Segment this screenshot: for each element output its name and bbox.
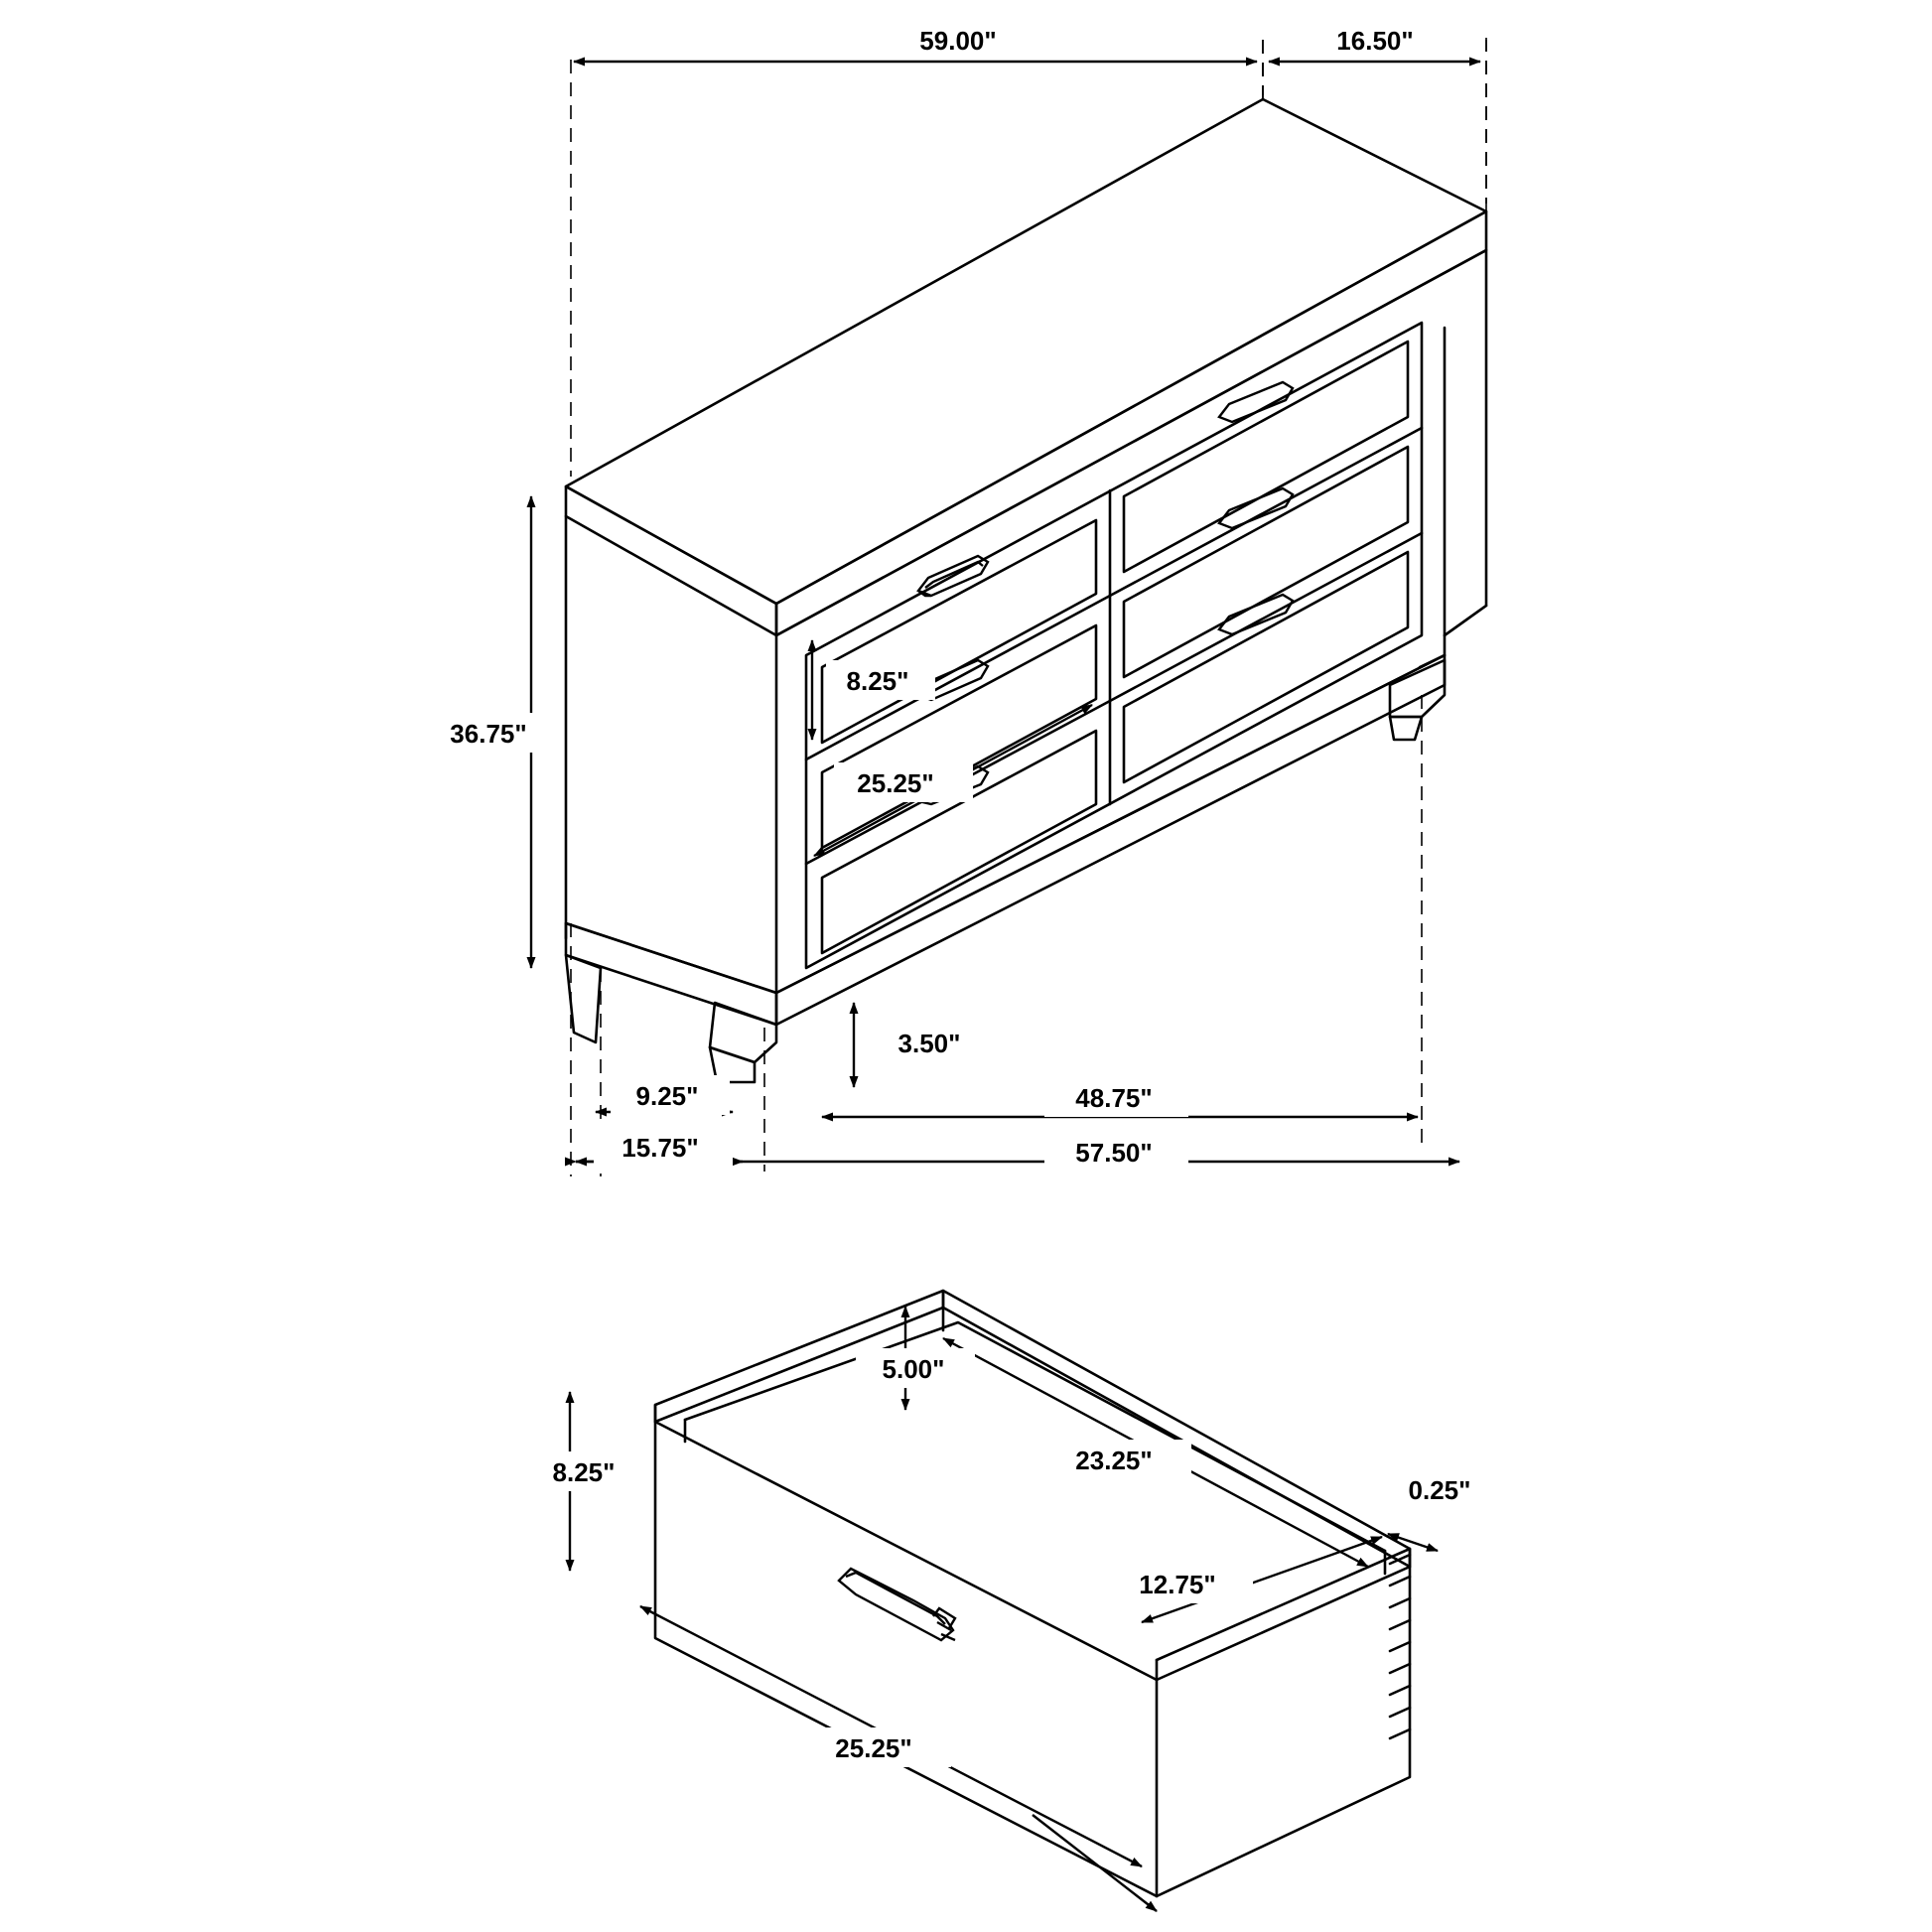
dim-top-width: 59.00" xyxy=(919,26,997,56)
dim-drawer-side-height: 8.25" xyxy=(552,1457,616,1487)
dim-drawer-interior-height: 5.00" xyxy=(882,1354,945,1384)
dim-top-depth: 16.50" xyxy=(1336,26,1414,56)
dim-foot-spread: 9.25" xyxy=(635,1081,699,1111)
dim-drawer-interior-depth: 12.75" xyxy=(1139,1570,1216,1599)
dim-side-depth-base: 15.75" xyxy=(621,1133,699,1163)
dim-leg-height: 3.50" xyxy=(897,1029,961,1058)
dim-overall-height: 36.75" xyxy=(450,719,527,749)
dim-base-front-width: 57.50" xyxy=(1075,1138,1153,1168)
dresser-body-outline xyxy=(566,99,1486,1082)
dimension-lines xyxy=(531,62,1480,1162)
dim-drawer-face-height: 8.25" xyxy=(846,666,909,696)
dim-drawer-panel-thickness: 0.25" xyxy=(1408,1475,1471,1505)
drawer-dimension-lines xyxy=(570,1307,1438,1911)
dimension-labels xyxy=(437,20,1449,1172)
extension-lines xyxy=(571,38,1486,1176)
drawer-handle-icon xyxy=(918,382,1293,804)
drawer-dimension-labels xyxy=(526,1348,1507,1767)
dim-drawer-face-width: 25.25" xyxy=(857,768,934,798)
dim-inner-front-width: 48.75" xyxy=(1075,1083,1153,1113)
drawer-detail-outline xyxy=(655,1291,1410,1896)
drawer-detail-handle-icon xyxy=(839,1569,955,1640)
dim-drawer-front-width: 25.25" xyxy=(835,1733,912,1763)
dim-drawer-interior-length: 23.25" xyxy=(1075,1446,1153,1475)
